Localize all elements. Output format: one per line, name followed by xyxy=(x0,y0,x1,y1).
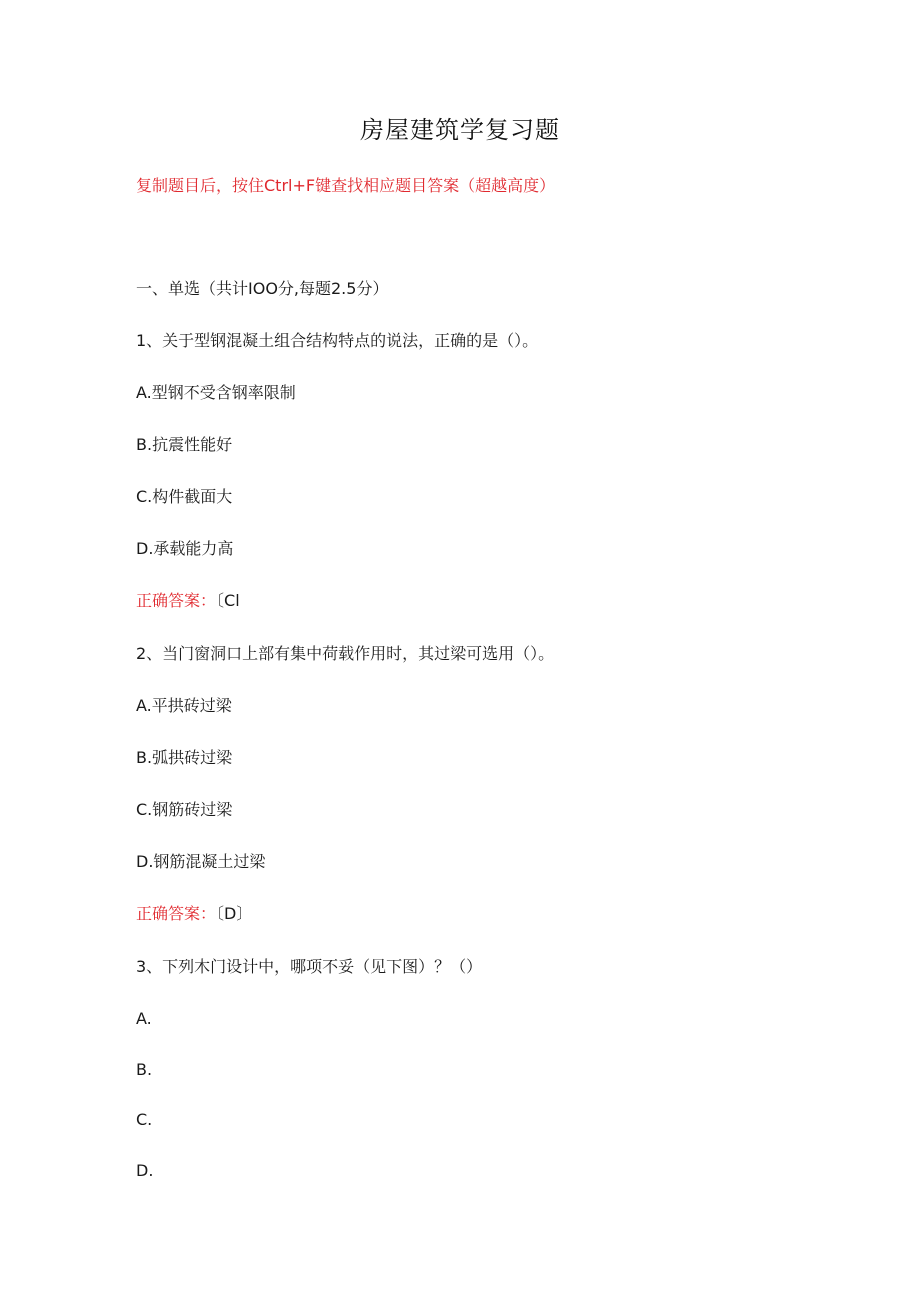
question-1-option-d: D.承载能力高 xyxy=(136,539,234,558)
question-3-stem: 3、下列木门设计中，哪项不妥（见下图）？（） xyxy=(136,957,483,976)
question-3-option-a: A. xyxy=(136,1009,152,1028)
question-2-option-a: A.平拱砖过梁 xyxy=(136,696,232,715)
question-1-stem: 1、关于型钢混凝土组合结构特点的说法，正确的是（）。 xyxy=(136,331,539,350)
question-2-option-b: B.弧拱砖过梁 xyxy=(136,748,233,767)
notice-text: 复制题目后，按住Ctrl+F键查找相应题目答案（超越高度） xyxy=(136,176,556,195)
question-3-option-c: C. xyxy=(136,1110,153,1129)
question-3-option-d: D. xyxy=(136,1161,154,1180)
question-1-answer xyxy=(136,589,240,613)
answer-value: 〔D〕 xyxy=(216,904,253,923)
question-2-option-c: C.钢筋砖过梁 xyxy=(136,800,233,819)
question-2-option-d: D.钢筋混凝土过梁 xyxy=(136,852,266,871)
question-3-option-b: B. xyxy=(136,1060,153,1079)
question-2-answer xyxy=(136,902,252,926)
question-1-option-b: B.抗震性能好 xyxy=(136,435,233,454)
answer-label: 正确答案： xyxy=(136,904,217,923)
section-heading: 一、单选（共计IOO分,每题2.5分） xyxy=(136,279,389,298)
page-title: 房屋建筑学复习题 xyxy=(360,116,560,144)
question-1-option-a: A.型钢不受含钢率限制 xyxy=(136,383,296,402)
answer-value: 〔Cl xyxy=(216,591,240,610)
question-1-option-c: C.构件截面大 xyxy=(136,487,233,506)
answer-label: 正确答案： xyxy=(136,591,217,610)
question-2-stem: 2、当门窗洞口上部有集中荷载作用时，其过梁可选用（）。 xyxy=(136,644,555,663)
